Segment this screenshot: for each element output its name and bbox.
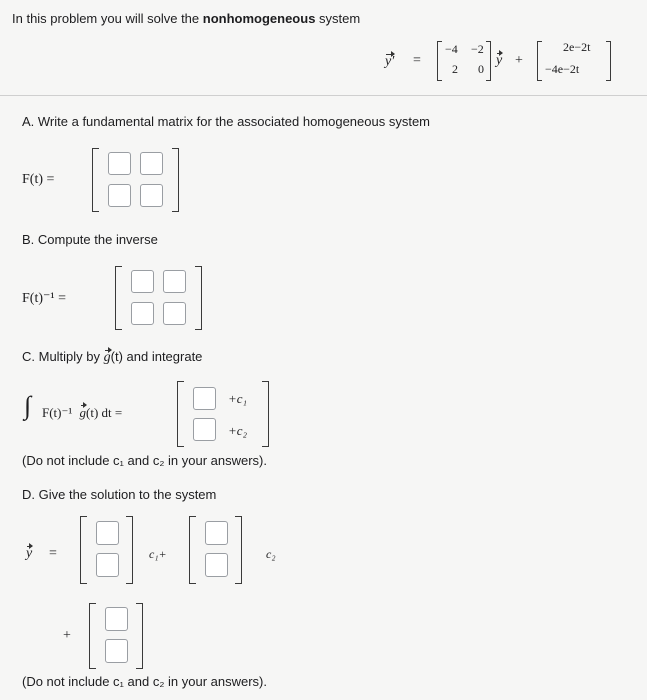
y-vector-symbol: y [496, 53, 503, 68]
solution-vector2-input[interactable] [205, 521, 228, 545]
matrix-finv-left-bracket [115, 266, 122, 330]
integral-vector-input[interactable] [193, 387, 216, 410]
matrix-f-left-bracket [92, 148, 99, 212]
matrix-f-input[interactable] [140, 184, 163, 207]
part-c-lhs [42, 405, 122, 421]
part-c-label-prefix: C. Multiply by [22, 349, 104, 364]
equals-sign: = [413, 53, 421, 68]
part-b-lhs: F(t)⁻¹ = [22, 291, 66, 306]
part-a-lhs: F(t) = [22, 172, 55, 187]
matrix-a-cell: 0 [478, 62, 484, 76]
matrix-f-right-bracket [172, 148, 179, 212]
intro-bold-text: nonhomogeneous [202, 11, 316, 26]
solution-c2-label: c₂ [266, 547, 276, 561]
plus-sign: + [515, 53, 523, 68]
matrix-a-cell: −4 [445, 42, 458, 56]
problem-intro [12, 11, 360, 26]
solution-vector2-input[interactable] [205, 553, 228, 577]
matrix-f-input[interactable] [108, 184, 131, 207]
part-c-lhs-f: F(t)⁻¹ [42, 405, 73, 420]
matrix-finv-input[interactable] [163, 270, 186, 293]
solution-vector1-left-bracket [80, 516, 87, 584]
system-equation [385, 38, 635, 84]
solution-vector3-input[interactable] [105, 639, 128, 663]
solution-vector2-left-bracket [189, 516, 196, 584]
vector-g-entry: −4e−2t [545, 62, 580, 76]
vector-g-right-bracket [606, 41, 611, 81]
matrix-finv-right-bracket [195, 266, 202, 330]
matrix-finv-input[interactable] [131, 302, 154, 325]
integral-vector-input[interactable] [193, 418, 216, 441]
part-c-note: (Do not include c₁ and c₂ in your answers). [22, 453, 267, 468]
y-prime [385, 54, 394, 70]
y-prime-symbol: y′ [385, 54, 395, 69]
part-c-label [22, 349, 202, 366]
matrix-finv-input[interactable] [163, 302, 186, 325]
c2-label: +c₂ [228, 423, 248, 438]
matrix-a-left-bracket [437, 41, 442, 81]
g-vector-symbol: g [103, 350, 111, 365]
intro-text: In this problem you will solve the [12, 11, 203, 26]
matrix-f-input[interactable] [108, 152, 131, 175]
solution-plus: + [63, 628, 71, 643]
matrix-finv-input[interactable] [131, 270, 154, 293]
matrix-a-right-bracket [486, 41, 491, 81]
intro-suffix-text: system [315, 11, 361, 26]
solution-vector3-right-bracket [136, 603, 143, 669]
part-a-label: A. Write a fundamental matrix for the associated homogeneous system [22, 114, 431, 129]
g-vector-symbol: g [79, 405, 87, 420]
vector-g-entry: 2e−2t [563, 40, 591, 54]
solution-vector1-input[interactable] [96, 521, 119, 545]
solution-vector3-left-bracket [89, 603, 96, 669]
solution-y [26, 546, 32, 562]
y-vector [496, 53, 502, 69]
matrix-a-cell: −2 [471, 42, 484, 56]
y-vector-symbol: y [26, 546, 33, 561]
solution-c1-label: c₁+ [149, 547, 167, 561]
matrix-a-cell: 2 [452, 62, 458, 76]
solution-equals: = [49, 546, 57, 561]
part-c-lhs-suffix: (t) dt = [86, 405, 123, 420]
solution-vector1-right-bracket [126, 516, 133, 584]
solution-vector3-input[interactable] [105, 607, 128, 631]
part-b-label: B. Compute the inverse [22, 232, 158, 247]
part-d-note: (Do not include c₁ and c₂ in your answers). [22, 674, 267, 689]
solution-vector2-right-bracket [235, 516, 242, 584]
integral-icon: ∫ [24, 391, 32, 420]
integral-vector-left-bracket [177, 381, 184, 447]
matrix-f-input[interactable] [140, 152, 163, 175]
integral-vector-right-bracket [262, 381, 269, 447]
solution-vector1-input[interactable] [96, 553, 119, 577]
divider [0, 95, 647, 96]
part-c-label-suffix: (t) and integrate [110, 349, 203, 364]
vector-g-left-bracket [537, 41, 542, 81]
part-d-label: D. Give the solution to the system [22, 487, 217, 502]
c1-label: +c₁ [228, 391, 248, 406]
